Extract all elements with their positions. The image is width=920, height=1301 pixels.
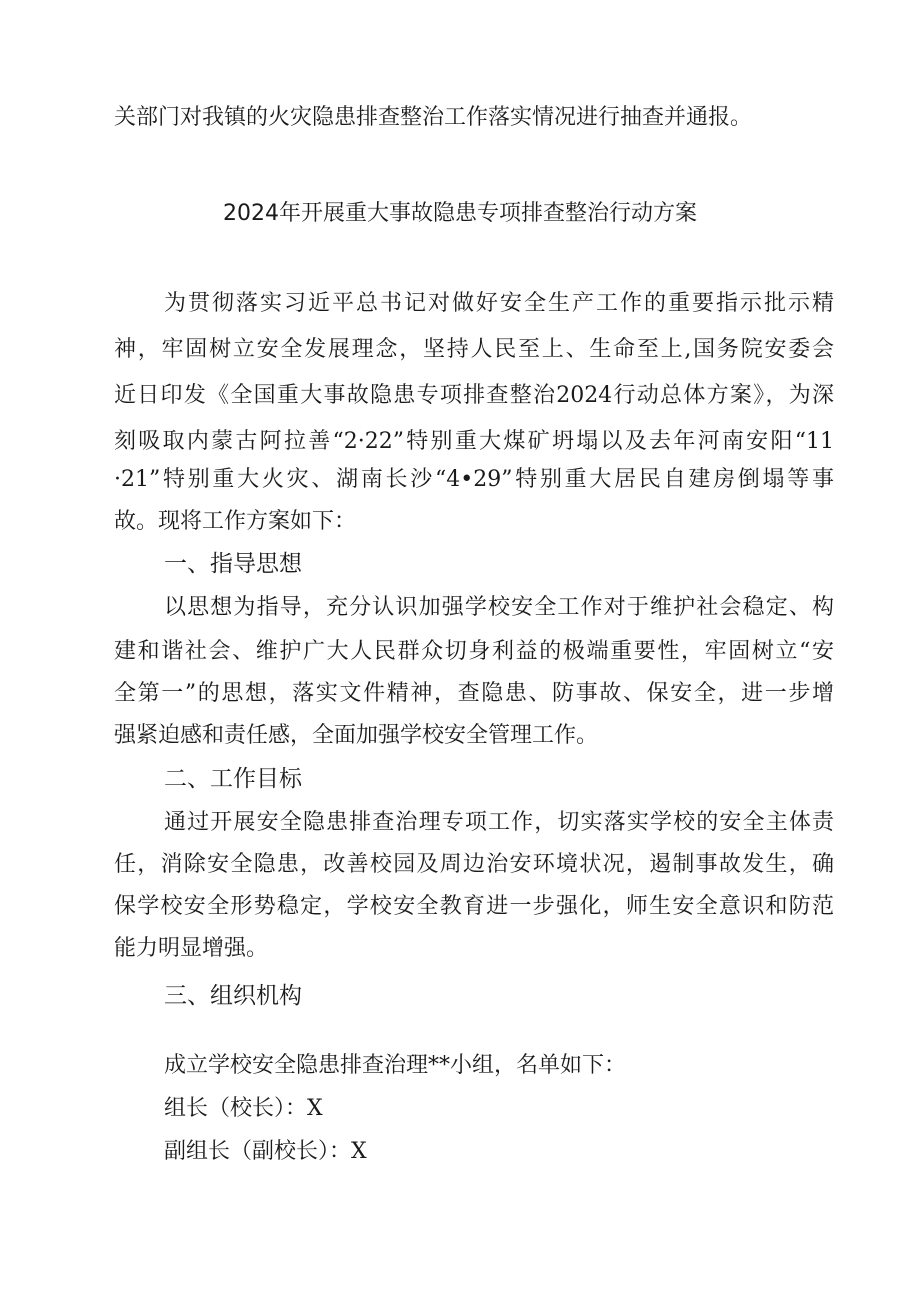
paragraph-line: 任，消除安全隐患，改善校园及周边治安环境状况，遏制事故发生，确 [114, 852, 834, 877]
paragraph-line: 故。现将工作方案如下： [114, 509, 357, 534]
section-heading-organization: 三、组织机构 [164, 983, 302, 1009]
paragraph-line: 保学校安全形势稳定，学校安全教育进一步强化，师生安全意识和防范 [114, 894, 834, 919]
paragraph-line: 近日印发《全国重大事故隐患专项排查整治2024行动总体方案》，为深 [114, 383, 834, 408]
paragraph-line: 通过开展安全隐患排查治理专项工作，切实落实学校的安全主体责 [164, 810, 834, 835]
document-title: 2024年开展重大事故隐患专项排查整治行动方案 [223, 201, 697, 226]
paragraph-line: 神，牢固树立安全发展理念，坚持人民至上、生命至上,国务院安委会 [114, 337, 834, 362]
paragraph-line: 刻吸取内蒙古阿拉善“2·22”特别重大煤矿坍塌以及去年河南安阳“11 [114, 429, 834, 454]
paragraph-line: 强紧迫感和责任感，全面加强学校安全管理工作。 [114, 723, 599, 748]
section-heading-work-goals: 二、工作目标 [164, 766, 302, 792]
paragraph-line: 建和谐社会、维护广大人民群众切身利益的极端重要性，牢固树立“安 [114, 639, 834, 664]
list-item: 副组长（副校长）：X [164, 1139, 367, 1164]
list-item: 组长（校长）：X [164, 1096, 323, 1121]
carry-over-line: 关部门对我镇的火灾隐患排查整治工作落实情况进行抽查并通报。 [114, 105, 753, 130]
paragraph-line: 能力明显增强。 [114, 936, 269, 961]
paragraph-line: 以思想为指导，充分认识加强学校安全工作对于维护社会稳定、构 [164, 595, 834, 620]
list-item: 成立学校安全隐患排查治理**小组，名单如下： [164, 1053, 627, 1078]
section-heading-guiding-ideology: 一、指导思想 [164, 551, 302, 577]
paragraph-line: 全第一”的思想，落实文件精神，查隐患、防事故、保安全，进一步增 [114, 681, 834, 706]
paragraph-line: ·21”特别重大火灾、湖南长沙“4•29”特别重大居民自建房倒塌等事 [114, 467, 834, 492]
paragraph-line: 为贯彻落实习近平总书记对做好安全生产工作的重要指示批示精 [164, 291, 834, 316]
